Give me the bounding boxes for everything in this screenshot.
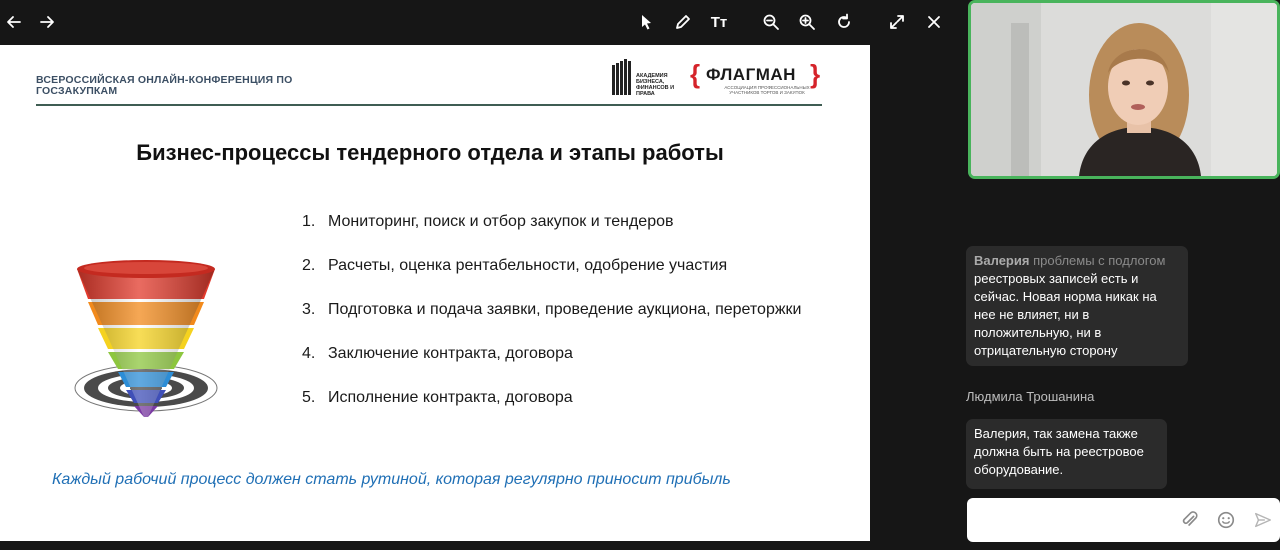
message-text: Валерия, так замена также должна быть на реестровое оборудование.: [974, 426, 1144, 477]
participant-avatar: [971, 3, 1277, 176]
emoji-icon[interactable]: [1215, 509, 1237, 531]
conference-title: ВСЕРОССИЙСКАЯ ОНЛАЙН-КОНФЕРЕНЦИЯ ПО ГОСЗАКУПКАМ: [36, 74, 293, 97]
list-item: 4. Заключение контракта, договора: [302, 345, 573, 362]
flagman-logo-subtitle: АССОЦИАЦИЯ ПРОФЕССИОНАЛЬНЫХ УЧАСТНИКОВ ТОРГОВ И ЗАКУПОК: [724, 85, 810, 95]
back-arrow-icon[interactable]: [0, 8, 28, 36]
forward-arrow-icon[interactable]: [33, 8, 61, 36]
list-item: 2. Расчеты, оценка рентабельности, одобрение участия: [302, 257, 728, 274]
participant-video[interactable]: [968, 0, 1280, 179]
pencil-icon[interactable]: [669, 8, 697, 36]
rotate-icon[interactable]: [830, 8, 858, 36]
chat-message: [966, 246, 1188, 366]
header-divider: [36, 104, 822, 106]
flagman-logo-name: ФЛАГМАН: [706, 65, 796, 84]
viewer-toolbar: [0, 0, 958, 44]
message-sender: Валерия: [974, 253, 1030, 268]
slide-tagline: Каждый рабочий процесс должен стать рутиной, которая регулярно приносит прибыль: [52, 471, 731, 488]
flagman-logo: { ФЛАГМАН } АССОЦИАЦИЯ ПРОФЕССИОНАЛЬНЫХ УЧАСТНИКОВ ТОРГОВ И ЗАКУПОК: [690, 59, 821, 95]
steps-list: [302, 213, 801, 433]
funnel-illustration: [72, 217, 222, 417]
text-tool-label: Tт: [710, 13, 728, 31]
close-icon[interactable]: [920, 8, 948, 36]
academy-logo-text: АКАДЕМИЯ БИЗНЕСА, ФИНАНСОВ И ПРАВА: [636, 73, 675, 97]
academy-logo: [612, 59, 692, 97]
chat-message: [966, 419, 1167, 489]
list-item: 3. Подготовка и подача заявки, проведение аукциона, переторжки: [302, 301, 802, 318]
message-composer: [967, 498, 1280, 542]
send-icon[interactable]: [1252, 509, 1274, 531]
message-text-faded: проблемы с подлогом: [1033, 253, 1166, 268]
attach-icon[interactable]: [1179, 509, 1201, 531]
text-tool-icon[interactable]: [705, 8, 733, 36]
list-item: 1. Мониторинг, поиск и отбор закупок и тендеров: [302, 213, 674, 230]
viewer-side-area: [870, 45, 958, 541]
presentation-slide: [0, 45, 870, 541]
message-author: Людмила Трошанина: [966, 389, 1095, 404]
slide-heading: Бизнес-процессы тендерного отдела и этапы работы: [136, 140, 724, 165]
list-item: 5. Исполнение контракта, договора: [302, 389, 573, 406]
message-text: реестровых записей есть и сейчас. Новая норма никак на нее не влияет, ни в положительную, ни в отрицательную сторону: [974, 271, 1157, 358]
message-input[interactable]: [977, 506, 1167, 534]
chat-panel: [958, 238, 1280, 498]
zoom-out-icon[interactable]: [757, 8, 785, 36]
expand-icon[interactable]: [883, 8, 911, 36]
pointer-icon[interactable]: [632, 8, 660, 36]
zoom-in-icon[interactable]: [793, 8, 821, 36]
